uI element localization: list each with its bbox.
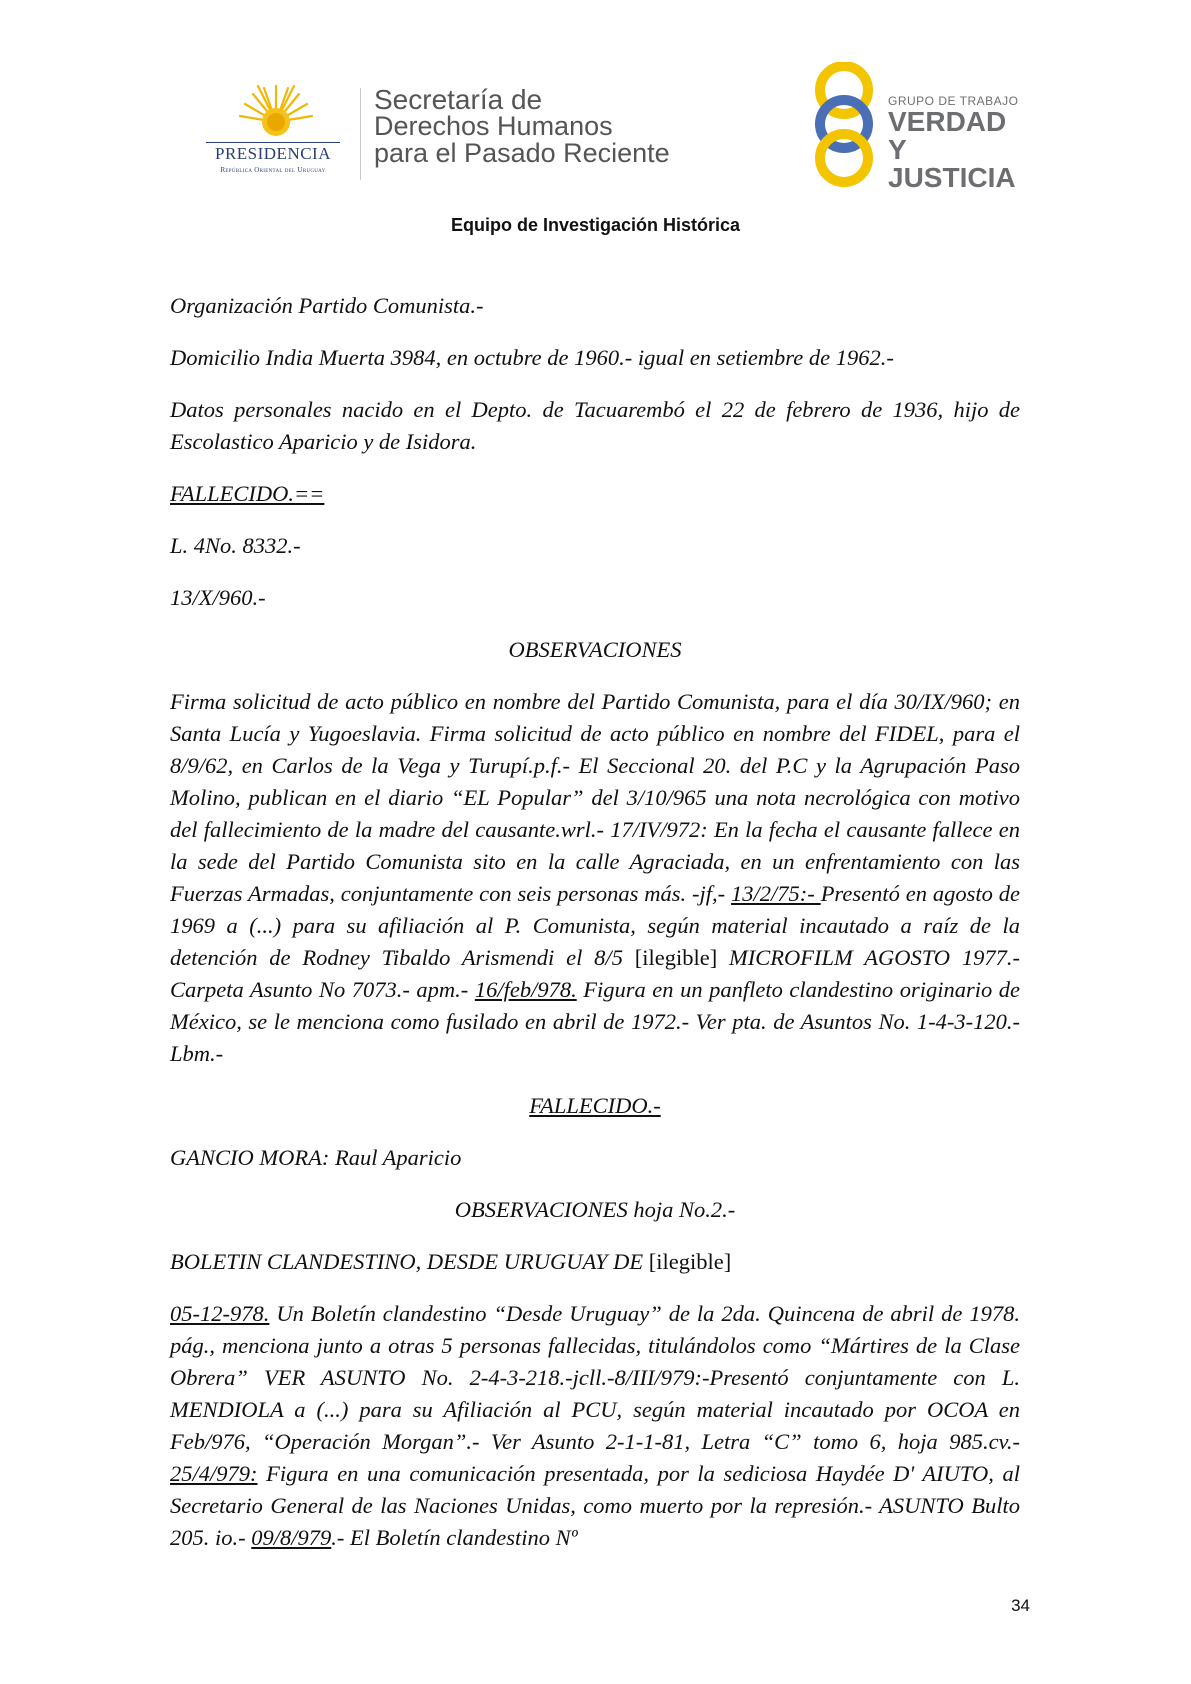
presidencia-rule [206, 142, 340, 143]
fecha-line: 13/X/960.- [170, 585, 266, 610]
presidencia-name: PRESIDENCIA [214, 144, 331, 163]
document-body [170, 290, 1020, 1574]
boletin-date-1: 05-12-978. [170, 1301, 270, 1326]
boletin-text-3: .- El Boletín clandestino Nº [331, 1525, 578, 1550]
obs-text-4: Figura en un panfleto clandestino originario de México, se le menciona como fusilado en abril de 1972.- Ver pta. de Asuntos No. 1-4-3-120.-Lbm.- [170, 977, 1020, 1066]
obs-text-2: Presentó en agosto de 1969 a (...) para su afiliación al P. Comunista, según material incautado a raíz de la detención de Rodney Tibaldo Arismendi el 8/5 [170, 881, 1020, 970]
ilegible-note: [ilegible] [634, 945, 718, 970]
observaciones-hoja-heading: OBSERVACIONES hoja No.2.- [454, 1197, 736, 1222]
grupo-line1: GRUPO DE TRABAJO [888, 94, 1019, 108]
grupo-line3: JUSTICIA [888, 162, 1016, 193]
presidencia-logo [198, 82, 348, 182]
page-number: 34 [1011, 1596, 1030, 1615]
secretaria-line3: para el Pasado Reciente [374, 138, 670, 168]
obs-text-3: MICROFILM AGOSTO 1977.- Carpeta Asunto No 7073.- apm.- [170, 945, 1020, 1002]
boletin-text-2: Figura en una comunicación presentada, por la sediciosa Haydée D' AIUTO, al Secretario General de las Naciones Unidas, como muerto por la represión.- ASUNTO Bulto 205. io.- [170, 1461, 1020, 1550]
observaciones-heading: OBSERVACIONES [508, 637, 682, 662]
fallecido-heading: FALLECIDO.== [170, 481, 325, 506]
interlocked-rings-icon [808, 62, 880, 187]
obs-text-1: Firma solicitud de acto público en nombre del Partido Comunista, para el día 30/IX/960; en Santa Lucía y Yugoeslavia. Firma solicitud de acto público en nombre del FIDEL, para el 8/9/62, en Carlos de la Vega y Turupí.p.f.- El Seccional 20. del P.C y la Agrupación Paso Molino, publican en el diario “EL Popular” del 3/10/965 una nota necrológica con motivo del fallecimiento de la madre del causante.wrl.- 17/IV/972: En la fecha el causante fallece en la sede del Partido Comunista sito en la calle Agraciada, en un enfrentamiento con las Fuerzas Armadas, conjuntamente con seis personas más. -jf,- [170, 689, 1020, 906]
fallecido-heading-2: FALLECIDO.- [529, 1093, 661, 1118]
boletin-ilegible: [ilegible] [648, 1249, 732, 1274]
secretaria-line2: Derechos Humanos [374, 111, 613, 141]
datos-personales: Datos personales nacido en el Depto. de Tacuarembó el 22 de febrero de 1936, hijo de Escolastico Aparicio y de Isidora. [170, 397, 1020, 454]
observaciones-paragraph [170, 686, 1020, 1070]
page-header [0, 0, 1191, 200]
grupo-text [888, 94, 1028, 192]
presidencia-subtitle: República Oriental del Uruguay [220, 166, 326, 174]
boletin-date-2: 25/4/979: [170, 1461, 258, 1486]
nombre-line: GANCIO MORA: Raul Aparicio [170, 1145, 462, 1170]
domicilio-line: Domicilio India Muerta 3984, en octubre de 1960.- igual en setiembre de 1962.- [170, 345, 894, 370]
obs-date-2: 16/feb/978. [474, 977, 577, 1002]
sun-icon [238, 82, 314, 144]
header-divider [360, 88, 361, 180]
secretaria-line1: Secretaría de [374, 84, 543, 115]
libro-line: L. 4No. 8332.- [170, 533, 301, 558]
obs-date-1: 13/2/75:- [731, 881, 821, 906]
team-title: Equipo de Investigación Histórica [450, 215, 741, 235]
boletin-text: BOLETIN CLANDESTINO, DESDE URUGUAY DE [170, 1249, 649, 1274]
boletin-paragraph [170, 1298, 1020, 1554]
secretaria-logo-text [374, 86, 670, 167]
verdad-justicia-logo [808, 62, 1028, 193]
grupo-line2: VERDAD Y [888, 106, 1007, 165]
boletin-line [170, 1246, 1020, 1278]
boletin-date-3: 09/8/979 [251, 1525, 332, 1550]
organizacion-line: Organización Partido Comunista.- [170, 293, 484, 318]
boletin-text-1: Un Boletín clandestino “Desde Uruguay” de la 2da. Quincena de abril de 1978. pág., menciona junto a otras 5 personas fallecidas, titulándolos como “Mártires de la Clase Obrera” VER ASUNTO No. 2-4-3-218.-jcll.-8/III/979:-Presentó conjuntamente con L. MENDIOLA a (...) para su Afiliación al PCU, según material incautado por OCOA en Feb/976, “Operación Morgan”.- Ver Asunto 2-1-1-81, Letra “C” tomo 6, hoja 985.cv.- [170, 1301, 1020, 1454]
